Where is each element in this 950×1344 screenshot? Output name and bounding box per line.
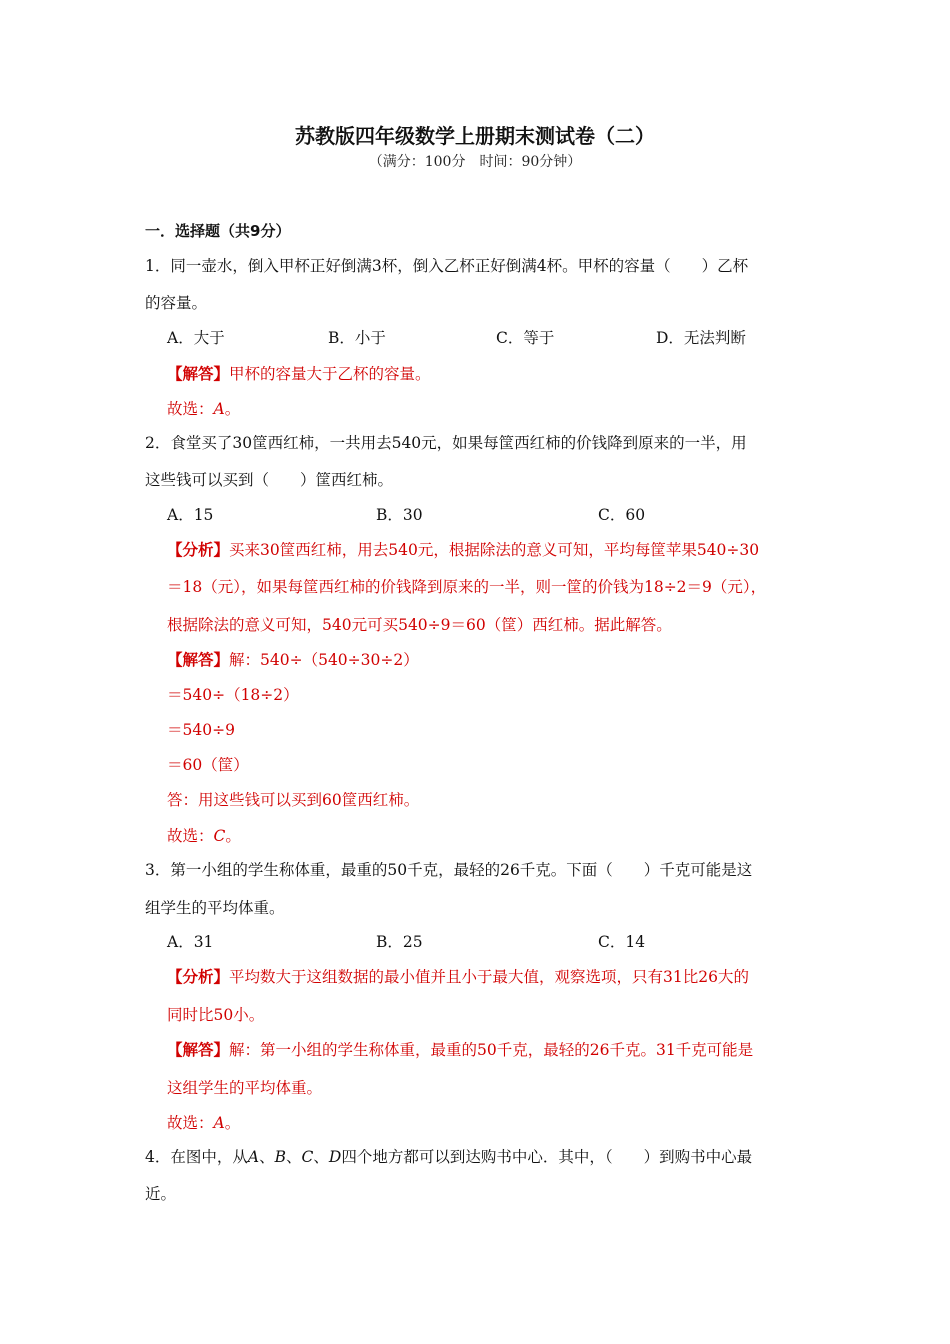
q3-text-line1: 3．第一小组的学生称体重，最重的50千克，最轻的26千克。下面（ ）千克可能是这 — [145, 861, 753, 879]
q1-option-d: D．无法判断 — [656, 329, 746, 347]
answer-tag: 【解答】 — [167, 1040, 230, 1059]
separator: 、 — [313, 1148, 329, 1166]
choice-end: 。 — [224, 400, 241, 418]
choice-letter: A — [213, 1114, 225, 1132]
q2-text-line1: 2．食堂买了30筐西红柿，一共用去540元，如果每筐西红柿的价钱降到原来的一半，用 — [145, 434, 747, 452]
q2-choice — [167, 825, 241, 847]
page-subtitle: （满分：100分 时间：90分钟） — [368, 154, 582, 170]
answer-text: 解：第一小组的学生称体重，最重的50千克，最轻的26千克。31千克可能是 — [229, 1041, 754, 1059]
section-heading: 一．选择题（共9分） — [145, 222, 291, 240]
q1-option-c: C．等于 — [496, 329, 555, 347]
q2-solution-line3: ＝540÷9 — [167, 721, 235, 739]
q4-text-line1 — [145, 1146, 752, 1168]
q2-solution-line4: ＝60（筐） — [167, 756, 249, 774]
q1-option-b: B．小于 — [328, 329, 386, 347]
q1-option-a: A．大于 — [167, 329, 225, 347]
q2-option-b: B．30 — [376, 506, 423, 524]
point-c: C — [301, 1148, 314, 1166]
q3-analysis-line2: 同时比50小。 — [167, 1006, 265, 1024]
q3-answer-line1 — [167, 1039, 753, 1061]
point-d: D — [328, 1148, 342, 1166]
choice-prefix: 故选： — [167, 827, 214, 845]
analysis-tag: 【分析】 — [167, 967, 230, 986]
choice-letter: A — [213, 400, 225, 418]
q2-analysis-line1 — [167, 539, 759, 561]
answer-tag: 【解答】 — [167, 364, 230, 383]
choice-end: 。 — [224, 1114, 241, 1132]
q2-option-c: C．60 — [598, 506, 646, 524]
analysis-tag: 【分析】 — [167, 540, 230, 559]
q3-answer-line2: 这组学生的平均体重。 — [167, 1079, 323, 1097]
answer-tag: 【解答】 — [167, 650, 230, 669]
choice-letter: C — [213, 827, 226, 845]
choice-end: 。 — [225, 827, 241, 845]
q2-option-a: A．15 — [167, 506, 214, 524]
q1-answer — [167, 363, 431, 385]
q2-reply: 答：用这些钱可以买到60筐西红柿。 — [167, 791, 420, 809]
q3-text-line2: 组学生的平均体重。 — [145, 899, 285, 917]
q3-option-a: A．31 — [167, 933, 214, 951]
page-title: 苏教版四年级数学上册期末测试卷（二） — [295, 124, 655, 148]
q1-text-line1: 1．同一壶水，倒入甲杯正好倒满3杯，倒入乙杯正好倒满4杯。甲杯的容量（ ）乙杯 — [145, 257, 749, 275]
analysis-text: 买来30筐西红柿，用去540元，根据除法的意义可知，平均每筐苹果540÷30 — [229, 541, 760, 559]
q4-rest: 四个地方都可以到达购书中心．其中，（ ）到购书中心最 — [341, 1148, 753, 1166]
q2-analysis-line3: 根据除法的意义可知，540元可买540÷9＝60（筐）西红柿。据此解答。 — [167, 616, 672, 634]
q2-analysis-line2: ＝18（元），如果每筐西红柿的价钱降到原来的一半，则一筐的价钱为18÷2＝9（元）， — [167, 578, 767, 596]
choice-prefix: 故选： — [167, 1114, 214, 1132]
analysis-text: 平均数大于这组数据的最小值并且小于最大值，观察选项，只有31比26大的 — [229, 968, 749, 986]
separator: 、 — [259, 1148, 275, 1166]
q3-option-b: B．25 — [376, 933, 423, 951]
q3-option-c: C．14 — [598, 933, 646, 951]
q3-analysis-line1 — [167, 966, 749, 988]
separator: 、 — [285, 1148, 302, 1166]
q2-solution-line1 — [167, 649, 419, 671]
q1-text-line2: 的容量。 — [145, 294, 208, 312]
q4-text-line2: 近。 — [145, 1185, 177, 1203]
answer-text: 甲杯的容量大于乙杯的容量。 — [229, 365, 431, 383]
q2-solution-line2: ＝540÷（18÷2） — [167, 686, 299, 704]
q4-prefix: 4．在图中，从 — [145, 1148, 248, 1166]
point-b: B — [274, 1148, 286, 1166]
solution-text: 解：540÷（540÷30÷2） — [229, 651, 419, 669]
q3-choice — [167, 1112, 240, 1134]
choice-prefix: 故选： — [167, 400, 214, 418]
q2-text-line2: 这些钱可以买到（ ）筐西红柿。 — [145, 471, 394, 489]
q1-choice — [167, 398, 240, 420]
point-a: A — [247, 1148, 260, 1166]
